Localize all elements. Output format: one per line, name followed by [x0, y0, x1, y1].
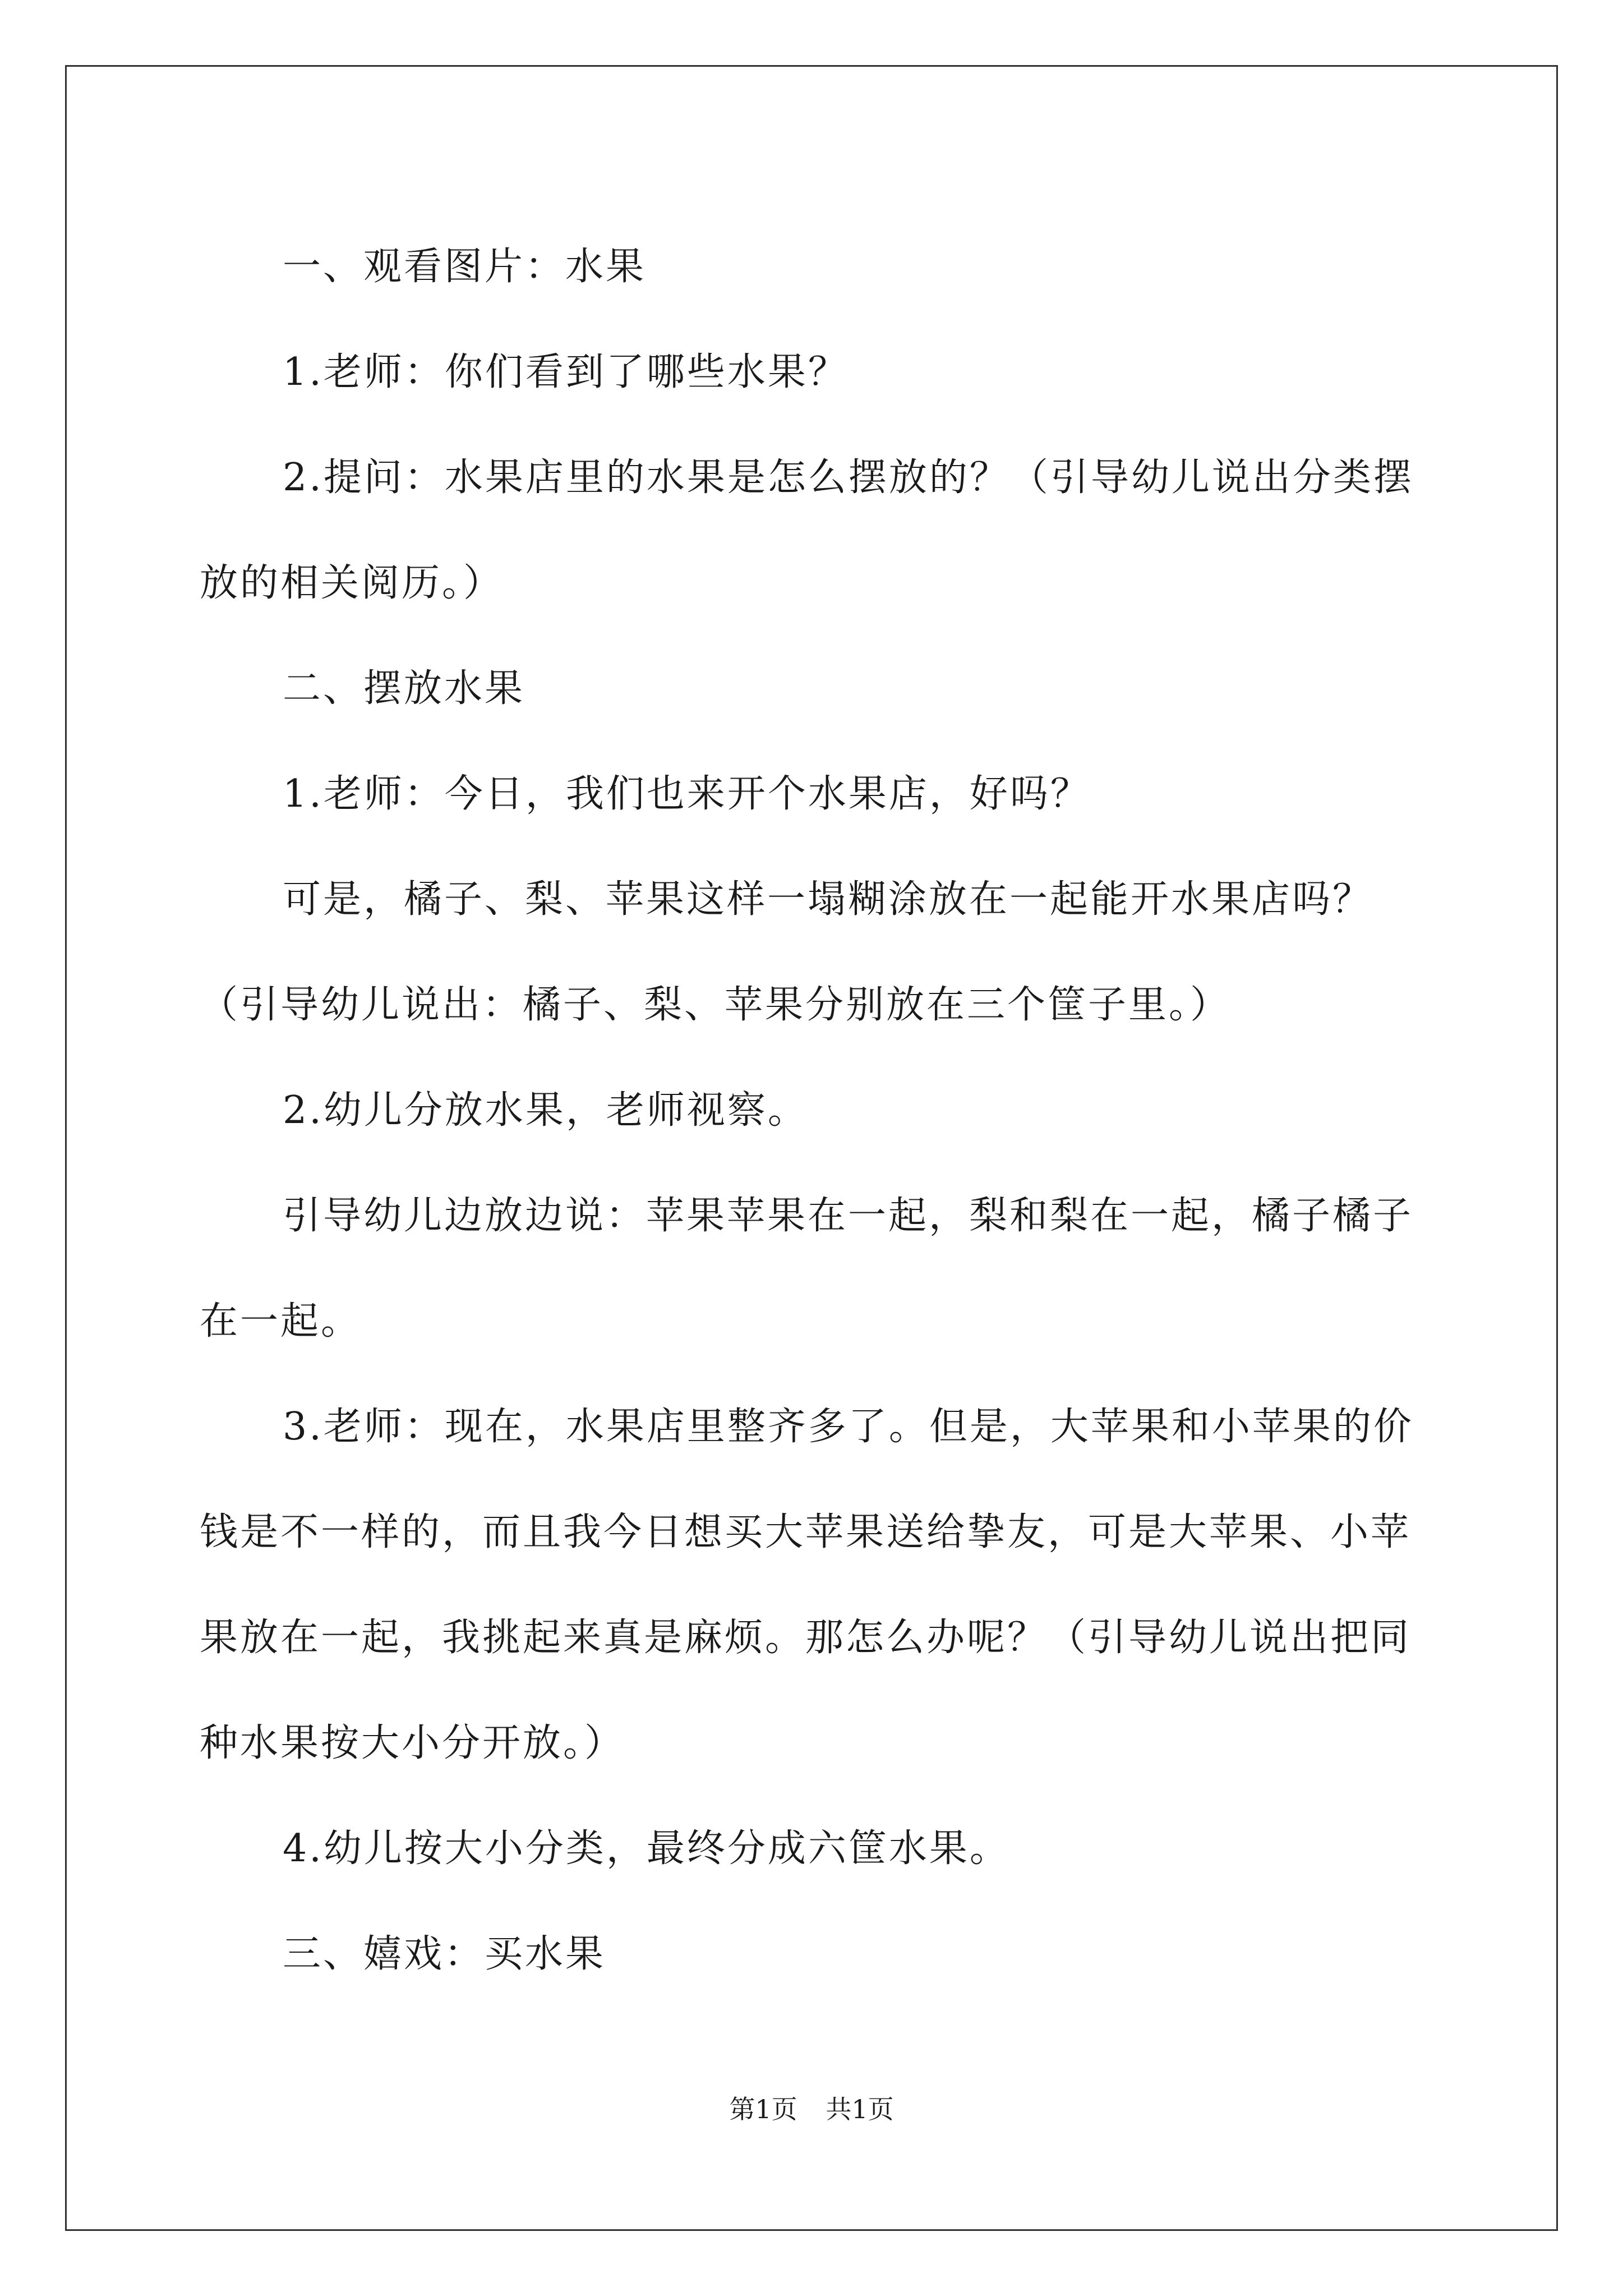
- paragraph: 可是，橘子、梨、苹果这样一塌糊涂放在一起能开水果店吗？（引导幼儿说出：橘子、梨、苹果分别放在三个筐子里。）: [200, 877, 1373, 1027]
- page-number-total: 共1页: [826, 2094, 894, 2124]
- paragraph: 4.幼儿按大小分类，最终分成六筐水果。: [283, 1826, 1010, 1871]
- page-footer: [0, 2092, 1623, 2126]
- paragraph: 2.提问：水果店里的水果是怎么摆放的？（引导幼儿说出分类摆放的相关阅历。）: [200, 455, 1414, 605]
- section-heading-2: 二、摆放水果: [283, 666, 525, 711]
- section-heading-1: 一、观看图片：水果: [283, 245, 647, 289]
- section-heading-3: 三、嬉戏：买水果: [283, 1932, 606, 1976]
- paragraph: 1.老师：今日，我们也来开个水果店，好吗？: [283, 772, 1091, 816]
- document-body: [200, 214, 1424, 2007]
- paragraph: 3.老师：现在，水果店里整齐多了。但是，大苹果和小苹果的价钱是不一样的，而且我今日想买大苹果送给挚友，可是大苹果、小苹果放在一起，我挑起来真是麻烦。那怎么办呢？（引导幼儿说出把同种水果按大小分开放。）: [200, 1405, 1414, 1765]
- paragraph: 2.幼儿分放水果，老师视察。: [283, 1088, 808, 1133]
- paragraph: 1.老师：你们看到了哪些水果？: [283, 350, 849, 394]
- paragraph: 引导幼儿边放边说：苹果苹果在一起，梨和梨在一起，橘子橘子在一起。: [200, 1194, 1414, 1343]
- page-number-current: 第1页: [729, 2094, 797, 2124]
